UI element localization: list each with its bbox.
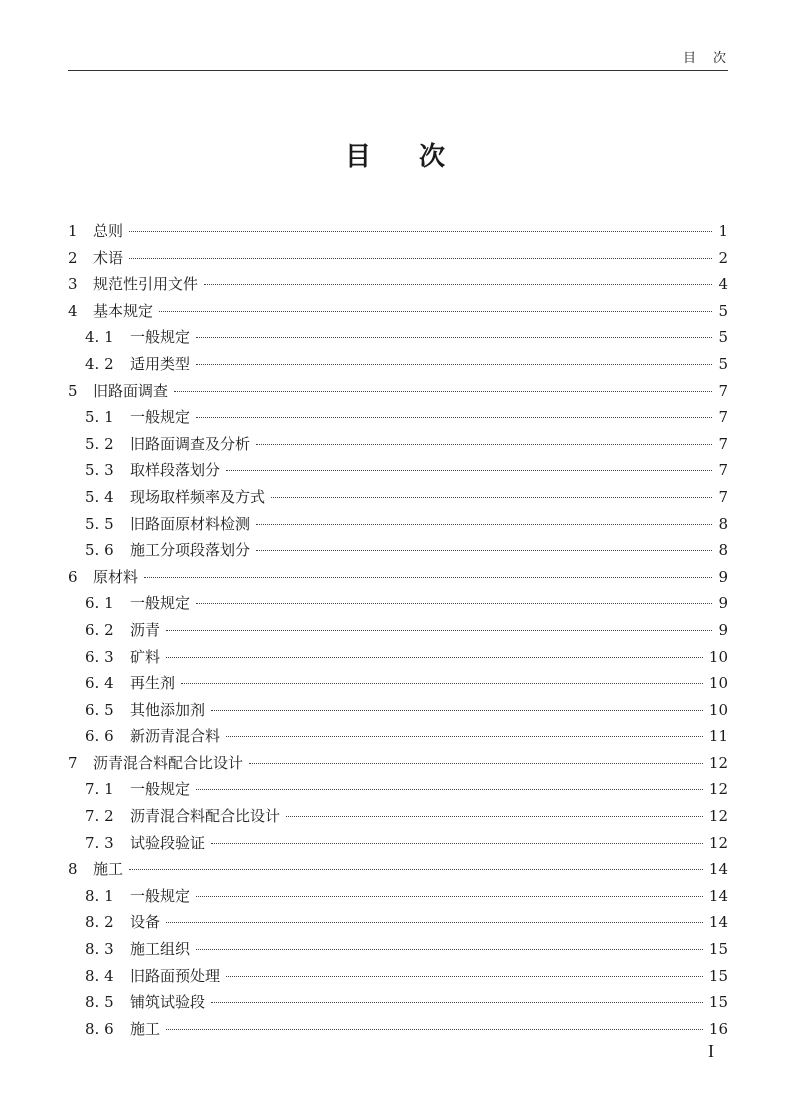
- toc-dot-leader: [196, 603, 712, 604]
- toc-entry-page: 7: [718, 461, 728, 480]
- toc-entry-page: 10: [708, 674, 728, 693]
- toc-entry-number: 8. 1: [85, 886, 114, 905]
- toc-entry-page: 16: [708, 1019, 728, 1038]
- toc-entry[interactable]: [68, 1016, 728, 1043]
- toc-entry-number: 8: [68, 860, 78, 879]
- toc-entry[interactable]: [68, 511, 728, 538]
- toc-entry-title: 旧路面调查: [93, 381, 169, 400]
- toc-entry-title: 旧路面原材料检测: [130, 514, 251, 533]
- toc-entry-number: 3: [68, 275, 78, 294]
- toc-entry-title: 新沥青混合料: [130, 727, 221, 746]
- toc-entry[interactable]: [68, 218, 728, 245]
- toc-entry-number: 5. 5: [85, 514, 114, 533]
- toc-dot-leader: [226, 976, 703, 977]
- toc-entry-title: 旧路面调查及分析: [130, 434, 251, 453]
- toc-entry[interactable]: [68, 564, 728, 591]
- toc-entry-number: 4. 2: [85, 354, 114, 373]
- toc-entry-title: 试验段验证: [130, 833, 206, 852]
- toc-entry-number: 7. 3: [85, 833, 114, 852]
- toc-entry-page: 9: [718, 567, 728, 586]
- toc-entry-number: 2: [68, 248, 78, 267]
- toc-entry-number: 7. 1: [85, 780, 114, 799]
- toc-entry-title: 施工分项段落划分: [130, 541, 251, 560]
- toc-entry[interactable]: [68, 590, 728, 617]
- toc-dot-leader: [166, 922, 703, 923]
- toc-dot-leader: [129, 258, 712, 259]
- toc-entry-title: 施工: [93, 860, 124, 879]
- toc-entry[interactable]: [68, 537, 728, 564]
- toc-entry-title: 沥青: [130, 620, 161, 639]
- toc-entry[interactable]: [68, 298, 728, 325]
- toc-entry-title: 施工: [130, 1019, 161, 1038]
- toc-entry-page: 1: [718, 222, 728, 240]
- toc-entry[interactable]: [68, 830, 728, 857]
- toc-dot-leader: [249, 763, 703, 764]
- toc-entry-page: 10: [708, 700, 728, 719]
- toc-entry-title: 基本规定: [93, 301, 154, 320]
- toc-entry-number: 8. 4: [85, 966, 114, 985]
- toc-entry[interactable]: [68, 909, 728, 936]
- toc-entry-title: 一般规定: [130, 408, 191, 427]
- toc-entry-title: 取样段落划分: [130, 461, 221, 480]
- toc-entry-number: 5. 4: [85, 487, 114, 506]
- toc-entry-title: 沥青混合料配合比设计: [130, 807, 281, 826]
- page-title: [0, 136, 790, 173]
- toc-entry-page: 7: [718, 408, 728, 427]
- toc-dot-leader: [129, 231, 712, 232]
- toc-dot-leader: [204, 284, 712, 285]
- toc-entry-title: 术语: [93, 248, 124, 267]
- toc-entry-page: 5: [718, 301, 728, 320]
- toc-dot-leader: [196, 896, 703, 897]
- toc-entry-page: 8: [718, 541, 728, 560]
- toc-dot-leader: [286, 816, 703, 817]
- toc-entry-page: 9: [718, 594, 728, 613]
- toc-dot-leader: [196, 364, 712, 365]
- toc-entry[interactable]: [68, 351, 728, 378]
- toc-entry-number: 7. 2: [85, 807, 114, 826]
- toc-entry-title: 原材料: [93, 567, 139, 586]
- toc-entry-page: 14: [708, 913, 728, 932]
- toc-dot-leader: [256, 444, 712, 445]
- toc-entry-title: 施工组织: [130, 940, 191, 959]
- toc-entry-title: 沥青混合料配合比设计: [93, 753, 244, 772]
- toc-entry-number: 8. 5: [85, 993, 114, 1012]
- toc-entry-title: 再生剂: [130, 674, 176, 693]
- toc-entry-page: 14: [708, 886, 728, 905]
- toc-entry[interactable]: [68, 803, 728, 830]
- toc-dot-leader: [226, 470, 712, 471]
- toc-entry-title: 铺筑试验段: [130, 993, 206, 1012]
- toc-dot-leader: [271, 497, 712, 498]
- toc-dot-leader: [256, 524, 712, 525]
- toc-entry[interactable]: [68, 617, 728, 644]
- toc-entry[interactable]: [68, 644, 728, 671]
- toc-entry-number: 5. 3: [85, 461, 114, 480]
- toc-entry[interactable]: [68, 245, 728, 272]
- toc-entry-page: 15: [708, 966, 728, 985]
- toc-dot-leader: [256, 550, 712, 551]
- toc-dot-leader: [129, 869, 703, 870]
- toc-dot-leader: [166, 657, 703, 658]
- toc-entry-number: 6. 4: [85, 674, 114, 693]
- toc-entry-title: 其他添加剂: [130, 700, 206, 719]
- toc-entry[interactable]: [68, 457, 728, 484]
- toc-entry-number: 8. 3: [85, 940, 114, 959]
- toc-entry-number: 5. 1: [85, 408, 114, 427]
- toc-dot-leader: [211, 710, 703, 711]
- toc-entry[interactable]: [68, 750, 728, 777]
- toc-entry-page: 4: [718, 275, 728, 294]
- toc-entry[interactable]: [68, 776, 728, 803]
- toc-entry-page: 2: [718, 248, 728, 267]
- toc-entry-page: 7: [718, 434, 728, 453]
- toc-dot-leader: [196, 337, 712, 338]
- toc-entry-page: 15: [708, 940, 728, 959]
- toc-entry-page: 9: [718, 620, 728, 639]
- toc-entry-page: 7: [718, 487, 728, 506]
- running-header: 目 次: [682, 51, 728, 66]
- page-title-part2: 次: [419, 142, 446, 172]
- toc-entry-number: 1: [68, 222, 78, 240]
- toc-entry-title: 矿料: [130, 647, 161, 666]
- toc-dot-leader: [159, 311, 712, 312]
- toc-entry-page: 10: [708, 647, 728, 666]
- toc-entry-page: 7: [718, 381, 728, 400]
- toc-entry[interactable]: [68, 883, 728, 910]
- toc-entry-page: 12: [708, 807, 728, 826]
- toc-dot-leader: [211, 1002, 703, 1003]
- toc-entry-page: 5: [718, 354, 728, 373]
- toc-entry-number: 5. 2: [85, 434, 114, 453]
- toc-entry-title: 规范性引用文件: [93, 275, 199, 294]
- toc-entry-page: 15: [708, 993, 728, 1012]
- toc-entry[interactable]: [68, 324, 728, 351]
- toc-dot-leader: [196, 417, 712, 418]
- toc-entry-number: 6. 1: [85, 594, 114, 613]
- toc-entry[interactable]: [68, 404, 728, 431]
- toc-entry[interactable]: [68, 856, 728, 883]
- toc-entry-number: 5. 6: [85, 541, 114, 560]
- toc-dot-leader: [226, 736, 703, 737]
- toc-entry-title: 适用类型: [130, 354, 191, 373]
- toc-entry-title: 一般规定: [130, 328, 191, 347]
- toc-entry[interactable]: [68, 963, 728, 990]
- toc-dot-leader: [211, 843, 703, 844]
- toc-entry-number: 6. 2: [85, 620, 114, 639]
- toc-entry[interactable]: [68, 431, 728, 458]
- toc-entry-page: 5: [718, 328, 728, 347]
- toc-entry-page: 8: [718, 514, 728, 533]
- toc-entry[interactable]: [68, 378, 728, 405]
- toc-entry-number: 8. 6: [85, 1019, 114, 1038]
- toc-entry[interactable]: [68, 697, 728, 724]
- toc-entry-title: 旧路面预处理: [130, 966, 221, 985]
- toc-entry-title: 一般规定: [130, 886, 191, 905]
- toc-entry-title: 现场取样频率及方式: [130, 487, 266, 506]
- toc-entry-title: 设备: [130, 913, 161, 932]
- toc-entry-title: 一般规定: [130, 780, 191, 799]
- toc-entry[interactable]: [68, 989, 728, 1016]
- toc-entry[interactable]: [68, 484, 728, 511]
- toc-entry-page: 12: [708, 753, 728, 772]
- toc-dot-leader: [174, 391, 712, 392]
- toc-entry[interactable]: [68, 723, 728, 750]
- page-title-part1: 目: [344, 142, 371, 172]
- toc-entry[interactable]: [68, 670, 728, 697]
- toc-entry-number: 6: [68, 567, 78, 586]
- toc-entry-title: 总则: [93, 222, 124, 240]
- toc-entry-page: 14: [708, 860, 728, 879]
- toc-entry-number: 4: [68, 301, 78, 320]
- toc-entry[interactable]: [68, 936, 728, 963]
- toc-dot-leader: [196, 789, 703, 790]
- toc-entry-number: 5: [68, 381, 78, 400]
- toc-entry[interactable]: [68, 271, 728, 298]
- toc-entry-number: 4. 1: [85, 328, 114, 347]
- toc-dot-leader: [166, 1029, 703, 1030]
- toc-entry-page: 11: [708, 727, 728, 746]
- toc-entry-number: 7: [68, 753, 78, 772]
- header-rule: [68, 70, 728, 71]
- toc-dot-leader: [196, 949, 703, 950]
- toc-entry-number: 8. 2: [85, 913, 114, 932]
- toc-entry-number: 6. 3: [85, 647, 114, 666]
- toc-dot-leader: [181, 683, 703, 684]
- toc-entry-page: 12: [708, 833, 728, 852]
- toc-entry-title: 一般规定: [130, 594, 191, 613]
- toc-entry-number: 6. 5: [85, 700, 114, 719]
- table-of-contents: [68, 218, 728, 1042]
- toc-entry-number: 6. 6: [85, 727, 114, 746]
- toc-dot-leader: [144, 577, 712, 578]
- toc-dot-leader: [166, 630, 712, 631]
- page-number: I: [708, 1041, 714, 1061]
- toc-entry-page: 12: [708, 780, 728, 799]
